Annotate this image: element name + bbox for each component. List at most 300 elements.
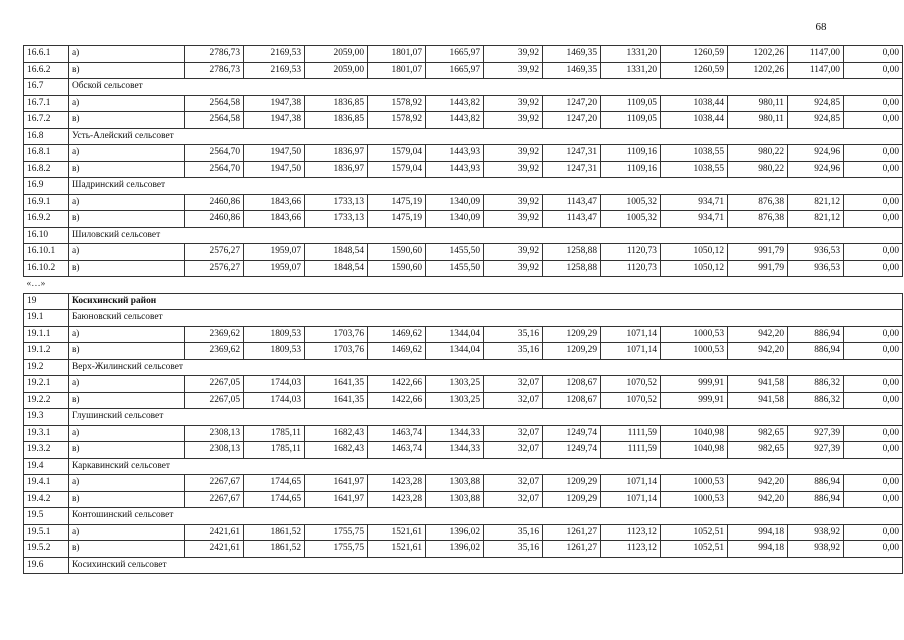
section-code: 16.7 <box>24 79 69 96</box>
section-header-row <box>24 458 903 475</box>
value-cell: 1147,00 <box>788 62 844 79</box>
value-cell: 2308,13 <box>185 425 244 442</box>
value-cell: 942,20 <box>728 475 788 492</box>
value-cell: 39,92 <box>484 95 543 112</box>
value-cell: 1947,38 <box>244 95 305 112</box>
table-row <box>24 376 903 393</box>
value-cell: 1260,59 <box>661 62 728 79</box>
value-cell: 1070,52 <box>601 392 661 409</box>
row-code: 19.2.2 <box>24 392 69 409</box>
value-cell: 1809,53 <box>244 343 305 360</box>
value-cell: 1005,32 <box>601 194 661 211</box>
value-cell: 1755,75 <box>305 541 368 558</box>
value-cell: 0,00 <box>844 425 903 442</box>
value-cell: 2564,70 <box>185 161 244 178</box>
value-cell: 1202,26 <box>728 62 788 79</box>
value-cell: 2267,05 <box>185 376 244 393</box>
section-header-row <box>24 508 903 525</box>
value-cell: 1052,51 <box>661 524 728 541</box>
value-cell: 1959,07 <box>244 260 305 277</box>
value-cell: 1801,07 <box>368 46 426 63</box>
table-body <box>24 46 903 574</box>
row-code: 16.10.1 <box>24 244 69 261</box>
value-cell: 1247,20 <box>543 112 601 129</box>
value-cell: 1809,53 <box>244 326 305 343</box>
value-cell: 1247,31 <box>543 161 601 178</box>
value-cell: 2460,86 <box>185 211 244 228</box>
value-cell: 934,71 <box>661 211 728 228</box>
value-cell: 32,07 <box>484 475 543 492</box>
table-row <box>24 541 903 558</box>
section-code: 19.4 <box>24 458 69 475</box>
value-cell: 1843,66 <box>244 194 305 211</box>
row-variant: в) <box>69 491 185 508</box>
value-cell: 1423,28 <box>368 475 426 492</box>
value-cell: 0,00 <box>844 260 903 277</box>
row-variant: а) <box>69 145 185 162</box>
value-cell: 886,32 <box>788 376 844 393</box>
value-cell: 0,00 <box>844 326 903 343</box>
value-cell: 2421,61 <box>185 524 244 541</box>
row-variant: а) <box>69 46 185 63</box>
value-cell: 886,94 <box>788 343 844 360</box>
value-cell: 2460,86 <box>185 194 244 211</box>
value-cell: 1261,27 <box>543 524 601 541</box>
value-cell: 1443,93 <box>426 161 484 178</box>
value-cell: 39,92 <box>484 211 543 228</box>
section-header-row <box>24 359 903 376</box>
value-cell: 1848,54 <box>305 260 368 277</box>
value-cell: 0,00 <box>844 211 903 228</box>
value-cell: 1641,97 <box>305 475 368 492</box>
value-cell: 1590,60 <box>368 244 426 261</box>
value-cell: 1744,65 <box>244 475 305 492</box>
section-title: Косихинский сельсовет <box>69 557 903 574</box>
value-cell: 0,00 <box>844 442 903 459</box>
value-cell: 999,91 <box>661 376 728 393</box>
value-cell: 1475,19 <box>368 211 426 228</box>
section-code: 19.1 <box>24 310 69 327</box>
value-cell: 1703,76 <box>305 343 368 360</box>
value-cell: 2267,05 <box>185 392 244 409</box>
value-cell: 936,53 <box>788 260 844 277</box>
row-code: 16.9.2 <box>24 211 69 228</box>
row-variant: в) <box>69 161 185 178</box>
value-cell: 1665,97 <box>426 62 484 79</box>
value-cell: 2267,67 <box>185 475 244 492</box>
value-cell: 1755,75 <box>305 524 368 541</box>
value-cell: 1208,67 <box>543 392 601 409</box>
value-cell: 1578,92 <box>368 112 426 129</box>
section-header-row <box>24 128 903 145</box>
value-cell: 1521,61 <box>368 524 426 541</box>
value-cell: 1785,11 <box>244 442 305 459</box>
value-cell: 1801,07 <box>368 62 426 79</box>
value-cell: 0,00 <box>844 524 903 541</box>
section-code: 16.8 <box>24 128 69 145</box>
row-code: 16.10.2 <box>24 260 69 277</box>
row-variant: в) <box>69 260 185 277</box>
value-cell: 1071,14 <box>601 491 661 508</box>
value-cell: 886,94 <box>788 326 844 343</box>
row-variant: а) <box>69 475 185 492</box>
value-cell: 39,92 <box>484 46 543 63</box>
value-cell: 1344,04 <box>426 326 484 343</box>
table-row <box>24 524 903 541</box>
value-cell: 39,92 <box>484 194 543 211</box>
value-cell: 886,94 <box>788 475 844 492</box>
table-row <box>24 161 903 178</box>
row-code: 19.5.1 <box>24 524 69 541</box>
value-cell: 1209,29 <box>543 475 601 492</box>
value-cell: 1733,13 <box>305 211 368 228</box>
value-cell: 1261,27 <box>543 541 601 558</box>
value-cell: 1050,12 <box>661 244 728 261</box>
value-cell: 1111,59 <box>601 425 661 442</box>
value-cell: 1422,66 <box>368 392 426 409</box>
value-cell: 1000,53 <box>661 475 728 492</box>
value-cell: 0,00 <box>844 392 903 409</box>
value-cell: 1038,55 <box>661 161 728 178</box>
row-variant: а) <box>69 244 185 261</box>
value-cell: 1344,33 <box>426 425 484 442</box>
value-cell: 1208,67 <box>543 376 601 393</box>
row-variant: в) <box>69 62 185 79</box>
value-cell: 1143,47 <box>543 194 601 211</box>
section-title: Усть-Алейский сельсовет <box>69 128 903 145</box>
value-cell: 1249,74 <box>543 442 601 459</box>
section-header-row <box>24 310 903 327</box>
section-code: 19.3 <box>24 409 69 426</box>
value-cell: 1848,54 <box>305 244 368 261</box>
value-cell: 1785,11 <box>244 425 305 442</box>
value-cell: 0,00 <box>844 244 903 261</box>
value-cell: 991,79 <box>728 260 788 277</box>
value-cell: 35,16 <box>484 326 543 343</box>
value-cell: 2421,61 <box>185 541 244 558</box>
value-cell: 2267,67 <box>185 491 244 508</box>
value-cell: 1038,55 <box>661 145 728 162</box>
value-cell: 1111,59 <box>601 442 661 459</box>
value-cell: 942,20 <box>728 491 788 508</box>
value-cell: 39,92 <box>484 145 543 162</box>
section-title: Баюновский сельсовет <box>69 310 903 327</box>
row-code: 19.1.2 <box>24 343 69 360</box>
value-cell: 980,22 <box>728 145 788 162</box>
value-cell: 1109,16 <box>601 145 661 162</box>
value-cell: 2786,73 <box>185 46 244 63</box>
value-cell: 991,79 <box>728 244 788 261</box>
value-cell: 32,07 <box>484 491 543 508</box>
value-cell: 2169,53 <box>244 62 305 79</box>
value-cell: 32,07 <box>484 425 543 442</box>
value-cell: 32,07 <box>484 442 543 459</box>
district-header-row <box>24 293 903 310</box>
value-cell: 1396,02 <box>426 524 484 541</box>
value-cell: 1947,38 <box>244 112 305 129</box>
section-header-row <box>24 409 903 426</box>
value-cell: 39,92 <box>484 260 543 277</box>
value-cell: 1331,20 <box>601 62 661 79</box>
table-row <box>24 326 903 343</box>
value-cell: 1521,61 <box>368 541 426 558</box>
value-cell: 2369,62 <box>185 343 244 360</box>
section-header-row <box>24 557 903 574</box>
table-row <box>24 425 903 442</box>
value-cell: 994,18 <box>728 541 788 558</box>
value-cell: 1836,85 <box>305 95 368 112</box>
value-cell: 924,85 <box>788 95 844 112</box>
value-cell: 1861,52 <box>244 541 305 558</box>
tariff-table <box>23 45 903 574</box>
value-cell: 1209,29 <box>543 343 601 360</box>
table-row <box>24 112 903 129</box>
row-code: 16.6.1 <box>24 46 69 63</box>
section-header-row <box>24 79 903 96</box>
section-code: 16.10 <box>24 227 69 244</box>
row-variant: в) <box>69 112 185 129</box>
value-cell: 32,07 <box>484 376 543 393</box>
row-code: 16.8.2 <box>24 161 69 178</box>
value-cell: 1443,93 <box>426 145 484 162</box>
value-cell: 1469,35 <box>543 62 601 79</box>
row-variant: в) <box>69 442 185 459</box>
value-cell: 994,18 <box>728 524 788 541</box>
value-cell: 821,12 <box>788 194 844 211</box>
value-cell: 1579,04 <box>368 161 426 178</box>
row-code: 16.7.2 <box>24 112 69 129</box>
value-cell: 1071,14 <box>601 326 661 343</box>
value-cell: 886,94 <box>788 491 844 508</box>
value-cell: 1959,07 <box>244 244 305 261</box>
value-cell: 1303,88 <box>426 475 484 492</box>
section-code: 19.6 <box>24 557 69 574</box>
value-cell: 980,11 <box>728 95 788 112</box>
value-cell: 0,00 <box>844 541 903 558</box>
value-cell: 1331,20 <box>601 46 661 63</box>
value-cell: 2308,13 <box>185 442 244 459</box>
value-cell: 0,00 <box>844 194 903 211</box>
table-row <box>24 343 903 360</box>
row-variant: а) <box>69 524 185 541</box>
value-cell: 1109,05 <box>601 95 661 112</box>
value-cell: 2369,62 <box>185 326 244 343</box>
table-row <box>24 491 903 508</box>
table-row <box>24 194 903 211</box>
value-cell: 1469,35 <box>543 46 601 63</box>
value-cell: 39,92 <box>484 161 543 178</box>
value-cell: 1040,98 <box>661 442 728 459</box>
row-code: 19.5.2 <box>24 541 69 558</box>
value-cell: 1147,00 <box>788 46 844 63</box>
value-cell: 0,00 <box>844 491 903 508</box>
value-cell: 1682,43 <box>305 442 368 459</box>
section-code: 19.5 <box>24 508 69 525</box>
value-cell: 942,20 <box>728 343 788 360</box>
value-cell: 2576,27 <box>185 260 244 277</box>
row-code: 19.1.1 <box>24 326 69 343</box>
table-row <box>24 95 903 112</box>
value-cell: 1260,59 <box>661 46 728 63</box>
value-cell: 39,92 <box>484 62 543 79</box>
value-cell: 0,00 <box>844 95 903 112</box>
row-variant: а) <box>69 326 185 343</box>
value-cell: 938,92 <box>788 541 844 558</box>
value-cell: 1038,44 <box>661 95 728 112</box>
value-cell: 1038,44 <box>661 112 728 129</box>
value-cell: 39,92 <box>484 244 543 261</box>
value-cell: 39,92 <box>484 112 543 129</box>
value-cell: 1143,47 <box>543 211 601 228</box>
value-cell: 2576,27 <box>185 244 244 261</box>
section-title: Верх-Жилинский сельсовет <box>69 359 903 376</box>
value-cell: 1641,35 <box>305 392 368 409</box>
value-cell: 1344,04 <box>426 343 484 360</box>
section-title: Глушинский сельсовет <box>69 409 903 426</box>
value-cell: 1469,62 <box>368 326 426 343</box>
row-variant: а) <box>69 194 185 211</box>
value-cell: 1071,14 <box>601 343 661 360</box>
section-header-row <box>24 227 903 244</box>
value-cell: 924,96 <box>788 161 844 178</box>
row-code: 19.2.1 <box>24 376 69 393</box>
value-cell: 1209,29 <box>543 491 601 508</box>
section-title: Обской сельсовет <box>69 79 903 96</box>
value-cell: 1000,53 <box>661 343 728 360</box>
table-row <box>24 392 903 409</box>
value-cell: 1340,09 <box>426 194 484 211</box>
value-cell: 1070,52 <box>601 376 661 393</box>
value-cell: 0,00 <box>844 376 903 393</box>
value-cell: 1744,03 <box>244 392 305 409</box>
value-cell: 876,38 <box>728 211 788 228</box>
value-cell: 1641,35 <box>305 376 368 393</box>
value-cell: 924,85 <box>788 112 844 129</box>
section-title: Шадринский сельсовет <box>69 178 903 195</box>
value-cell: 1109,05 <box>601 112 661 129</box>
value-cell: 1443,82 <box>426 112 484 129</box>
value-cell: 927,39 <box>788 425 844 442</box>
value-cell: 1123,12 <box>601 524 661 541</box>
value-cell: 982,65 <box>728 442 788 459</box>
value-cell: 1590,60 <box>368 260 426 277</box>
value-cell: 1578,92 <box>368 95 426 112</box>
value-cell: 1303,25 <box>426 392 484 409</box>
value-cell: 1123,12 <box>601 541 661 558</box>
value-cell: 0,00 <box>844 343 903 360</box>
value-cell: 1641,97 <box>305 491 368 508</box>
value-cell: 1744,03 <box>244 376 305 393</box>
section-title: Косихинский район <box>69 293 903 310</box>
value-cell: 999,91 <box>661 392 728 409</box>
value-cell: 1000,53 <box>661 491 728 508</box>
value-cell: 1861,52 <box>244 524 305 541</box>
value-cell: 936,53 <box>788 244 844 261</box>
value-cell: 1109,16 <box>601 161 661 178</box>
value-cell: 1340,09 <box>426 211 484 228</box>
row-code: 19.3.1 <box>24 425 69 442</box>
row-variant: а) <box>69 376 185 393</box>
value-cell: 2059,00 <box>305 62 368 79</box>
value-cell: 1475,19 <box>368 194 426 211</box>
value-cell: 1249,74 <box>543 425 601 442</box>
value-cell: 35,16 <box>484 524 543 541</box>
table-row <box>24 145 903 162</box>
value-cell: 0,00 <box>844 46 903 63</box>
row-code: 16.6.2 <box>24 62 69 79</box>
value-cell: 1744,65 <box>244 491 305 508</box>
value-cell: 1209,29 <box>543 326 601 343</box>
section-title: Контошинский сельсовет <box>69 508 903 525</box>
value-cell: 1247,20 <box>543 95 601 112</box>
value-cell: 924,96 <box>788 145 844 162</box>
value-cell: 0,00 <box>844 161 903 178</box>
value-cell: 980,22 <box>728 161 788 178</box>
row-variant: в) <box>69 343 185 360</box>
row-variant: в) <box>69 211 185 228</box>
value-cell: 1455,50 <box>426 260 484 277</box>
value-cell: 2169,53 <box>244 46 305 63</box>
row-variant: а) <box>69 425 185 442</box>
value-cell: 1836,97 <box>305 145 368 162</box>
value-cell: 1247,31 <box>543 145 601 162</box>
value-cell: 0,00 <box>844 475 903 492</box>
value-cell: 1469,62 <box>368 343 426 360</box>
value-cell: 35,16 <box>484 343 543 360</box>
value-cell: 32,07 <box>484 392 543 409</box>
value-cell: 2564,58 <box>185 112 244 129</box>
value-cell: 1836,97 <box>305 161 368 178</box>
value-cell: 982,65 <box>728 425 788 442</box>
table-row <box>24 211 903 228</box>
value-cell: 1050,12 <box>661 260 728 277</box>
value-cell: 1423,28 <box>368 491 426 508</box>
value-cell: 1258,88 <box>543 244 601 261</box>
value-cell: 2786,73 <box>185 62 244 79</box>
value-cell: 1005,32 <box>601 211 661 228</box>
value-cell: 941,58 <box>728 376 788 393</box>
value-cell: 1682,43 <box>305 425 368 442</box>
value-cell: 1947,50 <box>244 145 305 162</box>
value-cell: 1344,33 <box>426 442 484 459</box>
row-code: 16.9.1 <box>24 194 69 211</box>
omission-marker: «…» <box>24 277 903 294</box>
value-cell: 1040,98 <box>661 425 728 442</box>
value-cell: 1463,74 <box>368 425 426 442</box>
value-cell: 2059,00 <box>305 46 368 63</box>
value-cell: 1202,26 <box>728 46 788 63</box>
value-cell: 942,20 <box>728 326 788 343</box>
value-cell: 1120,73 <box>601 260 661 277</box>
value-cell: 1120,73 <box>601 244 661 261</box>
section-title: Каркавинский сельсовет <box>69 458 903 475</box>
value-cell: 1836,85 <box>305 112 368 129</box>
value-cell: 938,92 <box>788 524 844 541</box>
value-cell: 1422,66 <box>368 376 426 393</box>
omission-row <box>24 277 903 294</box>
table-row <box>24 475 903 492</box>
row-variant: а) <box>69 95 185 112</box>
value-cell: 980,11 <box>728 112 788 129</box>
section-code: 19.2 <box>24 359 69 376</box>
value-cell: 886,32 <box>788 392 844 409</box>
value-cell: 1071,14 <box>601 475 661 492</box>
value-cell: 1579,04 <box>368 145 426 162</box>
table-row <box>24 46 903 63</box>
value-cell: 2564,58 <box>185 95 244 112</box>
value-cell: 1463,74 <box>368 442 426 459</box>
value-cell: 1733,13 <box>305 194 368 211</box>
